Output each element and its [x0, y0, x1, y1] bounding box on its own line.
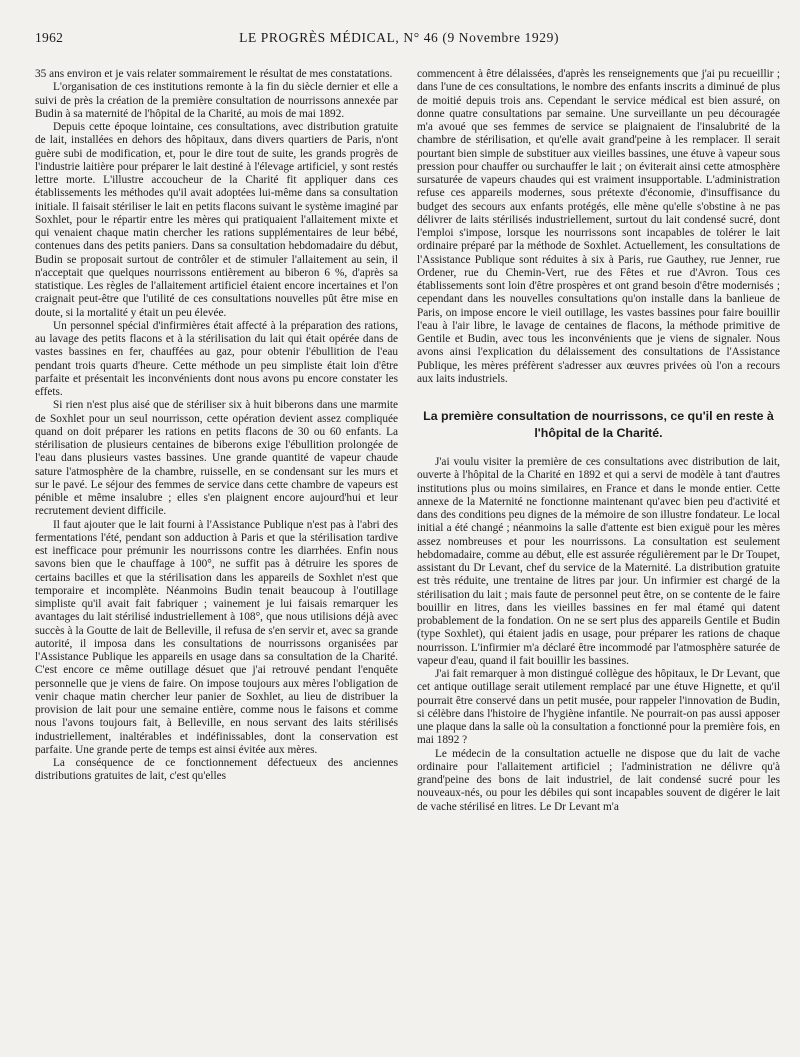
- paragraph: Il faut ajouter que le lait fourni à l'Assistance Publique n'est pas à l'abri des fermentations l'été, pendant son adduction à Paris et que la stérilisation tardive est inefficace pour prémunir les nourrissons contre les diarrhées. Enfin nous savons bien que le chauffage à 100°, ne suffit pas à détruire les spores de certains bacilles et que la stérilisation dans les appareils de Soxhlet n'est que temporaire et incomplète. Néanmoins Budin tenait beaucoup à l'outillage simpliste qu'il avait fait fabriquer ; vainement je lui faisais remarquer les avantages du lait stérilisé industriellement à 108°, que nous utilisions déjà avec succès à la Goutte de lait de Belleville, il refusa de s'en servir et, avec sa grande autorité, il imposa dans les consultations de nourrissons organisées par l'Assistance Publique les appareils en usage dans sa consultation de la Charité. C'est encore ce même outillage désuet que j'ai retrouvé pendant l'enquête personnelle que je viens de faire. On impose toujours aux mères l'obligation de venir chaque matin chercher leur panier de Soxhlet, au lieu de distribuer la provision de lait pour une semaine entière, comme nous le faisons et comme nous l'avons toujours fait, à Belleville, en nous servant des laits stérilisés industriellement, inaltérables et indéfinissables, dont la conservation est parfaite. Une grande perte de temps est ainsi évitée aux mères.: [35, 518, 398, 756]
- paragraph: Si rien n'est plus aisé que de stériliser six à huit biberons dans une marmite de Soxhlet pour un seul nourrisson, cette opération devient assez compliquée quand on doit préparer les rations en petits flacons de 30 ou 60 enfants. La stérilisation de plusieurs centaines de biberons exige l'ébullition prolongée de l'eau dans plusieurs vastes bassines. Une grande quantité de vapeur chaude sature l'atmosphère de la chambre, ruisselle, en se condensant sur les murs et sur le pavé. Le séjour des femmes de service dans cette chambre de vapeurs est pénible et même insalubre ; elles s'en plaignent encore aujourd'hui et leur recrutement devient difficile.: [35, 399, 398, 518]
- paragraph: J'ai voulu visiter la première de ces consultations avec distribution de lait, ouverte à l'hôpital de la Charité en 1892 et qui a servi de modèle à tant d'autres institutions plus ou moins similaires, en France et dans le monde entier. Cette annexe de la Maternité ne fonctionne maintenant qu'avec bien peu d'activité et dans des conditions peu dignes de la mémoire de son illustre fondateur. Le local initial a été changé ; néanmoins la salle d'attente est bien exiguë pour les mères assez nombreuses et pour les nourrissons. La consultation est seulement hebdomadaire, comme au début, elle est assurée régulièrement par le Dr Toupet, assistant du Dr Levant, chef du service de la Maternité. La distribution gratuite est très réduite, une trentaine de litres par jour. Un infirmier est chargé de la stérilisation du lait ; mais faute de personnel peut être, on se contente de le faire bouillir en litres, dans les vieilles bassines en fer mal étamé qui datent probablement de la fondation. On ne se sert plus des appareils Gentile et Budin (type Soxhlet), qui étaient jadis en usage, pour préparer les rations de chaque nourrisson. L'infirmier m'a déclaré être incommodé par l'atmosphère saturée de vapeur d'eau, quand il fait bouillir les bassines.: [417, 456, 780, 667]
- page-number: 1962: [35, 30, 64, 45]
- page-header: [35, 30, 765, 46]
- right-column: [417, 68, 780, 814]
- paragraph: Depuis cette époque lointaine, ces consultations, avec distribution gratuite de lait, installées en dehors des hôpitaux, dans divers quartiers de Paris, n'ont guère subi de modification, et, pour le dire tout de suite, les grands progrès de l'industrie laitière pour préparer le lait destiné à l'élevage artificiel, y sont restés lettre morte. L'illustre accoucheur de la Charité fit appliquer dans ces établissements les méthodes qu'il avait adoptées lui-même dans sa consultation initiale. Il faisait stériliser le lait en petits flacons suivant le système imaginé par Soxhlet, pour le répartir entre les mères qui pratiquaient l'allaitement mixte et qui venaient chaque matin chercher les rations supplémentaires de leur bébé, contenues dans des petits paniers. Dans sa consultation hebdomadaire du début, Budin se proposait surtout de contrôler et de stimuler l'allaitement au sein, il n'acceptait que quelques nourrissons entièrement au biberon 6 %, d'après sa statistique. Les règles de l'allaitement artificiel étaient encore incertaines et l'on craignait peut-être que l'utilité de ces consultations nouvelles pût être mise en doute, si la mortalité y était un peu élevée.: [35, 121, 398, 319]
- running-title: LE PROGRÈS MÉDICAL, N° 46 (9 Novembre 1929): [239, 30, 560, 45]
- paragraph: La conséquence de ce fonctionnement défectueux des anciennes distributions gratuites de lait, c'est qu'elles: [35, 757, 398, 783]
- left-column: [35, 68, 398, 784]
- paragraph: L'organisation de ces institutions remonte à la fin du siècle dernier et elle a suivi de près la création de la première consultation de nourrissons annexée par Budin à sa maternité de l'hôpital de la Charité, au mois de mai 1892.: [35, 81, 398, 120]
- paragraph: J'ai fait remarquer à mon distingué collègue des hôpitaux, le Dr Levant, que cet antique outillage serait utilement remplacé par une étuve Hignette, et qu'il pourrait être conservé dans un petit musée, pour rappeler l'innovation de Budin, si célèbre dans l'histoire de l'hygiène infantile. Ne pourrait-on pas aussi apposer une plaque dans la salle où la consultation a fonctionné pour la première fois, en mai 1892 ?: [417, 668, 780, 747]
- paragraph: Le médecin de la consultation actuelle ne dispose que du lait de vache ordinaire pour l'allaitement artificiel ; l'administration ne délivre qu'à grand'peine des bons de lait industriel, de lait condensé sucré pour les nouveaux-nés, ou pour les débiles qui sont incapables souvent de digérer le lait de vache stérilisé en litres. Le Dr Levant m'a: [417, 747, 780, 813]
- section-title: La première consultation de nourrissons, ce qu'il en reste à l'hôpital de la Charité.: [423, 409, 774, 440]
- paragraph: Un personnel spécial d'infirmières était affecté à la préparation des rations, au lavage des petits flacons et à la stérilisation du lait qui était opérée dans de vastes bassines en fer, chauffées au gaz, pour obtenir l'ébullition de l'eau pendant trois quarts d'heure. Cette méthode un peu simpliste était loin d'être parfaite et présentait les inconvénients dont nous avons pu encore constater les effets.: [35, 319, 398, 398]
- paragraph: commencent à être délaissées, d'après les renseignements que j'ai pu recueillir ; dans l'une de ces consultations, le nombre des enfants inscrits a diminué de plus de moitié depuis trois ans. Cependant le service médical est bien assuré, on donne quatre consultations par semaine. Une surveillante un peu découragée m'a avoué que ses femmes de service se plaignaient de l'insalubrité de la chambre de stérilisation, et qu'elle avait grand'peine à les remplacer. Il serait pourtant bien simple de substituer aux vieilles bassines, une étuve à vapeur sous pression pour chauffer ou surchauffer le lait ; on éviterait ainsi cette atmosphère sursaturée de vapeurs chaudes qui est vraiment insupportable. L'administration refuse ces appareils modernes, sous prétexte d'économie, d'insuffisance du budget des secours aux enfants protégés, elle mène qu'elle s'obstine à ne pas délivrer de laits stérilisés industriellement, surtout du lait condensé sucré, dont l'emploi s'impose, lorsque les nourrissons sont incapables de tolérer le lait ordinaire préparé par la méthode de Soxhlet. Actuellement, les consultations de l'Assistance Publique sont réduites à six à Paris, rue Gauthey, rue Jenner, rue Ordener, rue du Chemin-Vert, rue des Fêtes et rue d'Avron. Tous ces établissements sont loin d'être prospères et ont grand besoin d'être modernisés ; cependant dans les nouvelles consultations qu'on installe dans la banlieue de Paris, on impose encore le vieil outillage, les vastes bassines pour faire bouillir l'eau à l'air libre, le lavage de centaines de flacons, la méthode primitive de Gentile et Budin, avec tous les inconvénients que je viens de signaler. Nous avons ainsi l'explication du délaissement des consultations de l'Assistance Publique, les mères préfèrent s'adresser aux œuvres privées où l'on a recours aux laits industriels.: [417, 68, 780, 385]
- paragraph: 35 ans environ et je vais relater sommairement le résultat de mes constatations.: [35, 68, 393, 80]
